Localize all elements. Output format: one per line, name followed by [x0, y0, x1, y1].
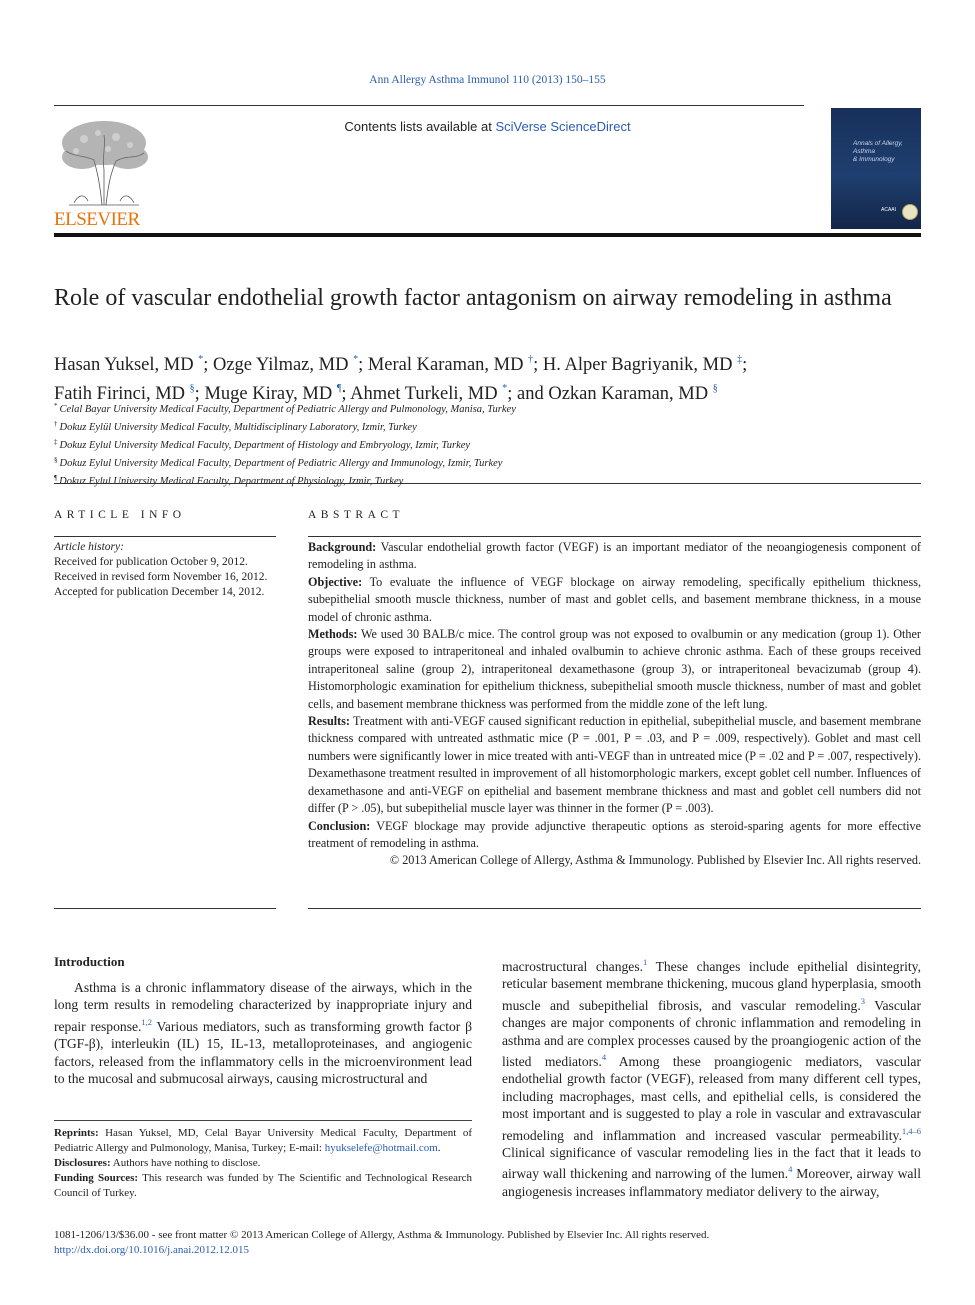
journal-citation[interactable]: Ann Allergy Asthma Immunol 110 (2013) 150–155: [369, 74, 606, 86]
abstract-methods: Methods: We used 30 BALB/c mice. The control group was not exposed to ovalbumin or any medication (group 1). Other groups were exposed to intraperitoneal and inhaled ovalbumin to achieve chronic asthma. Each of these groups received intraperitoneal saline (group 2), intraperitoneal dexamethasone (group 3), or intraperitoneal bevacizumab (group 4). Histomorphologic examination for epithelium thickness, subepithelial smooth muscle thickness, number of mast and goblet cells, and basement membrane thickness was performed from the middle zone of the left lung.: [308, 627, 921, 711]
received-date: Received for publication October 9, 2012.: [54, 556, 248, 568]
cover-seal-icon: [902, 204, 918, 220]
author[interactable]: Meral Karaman, MD †: [367, 354, 534, 375]
sciencedirect-link[interactable]: SciVerse ScienceDirect: [495, 119, 631, 134]
article-info-rule: [54, 536, 276, 537]
abstract-heading: ABSTRACT: [308, 509, 405, 521]
citation-link[interactable]: 4: [601, 1052, 607, 1063]
masthead-rule: [54, 233, 921, 237]
abstract-background: Background: Vascular endothelial growth factor (VEGF) is an important mediator of the neoangiogenesis component of remodeling in asthma.: [308, 540, 921, 572]
article-info-rule-bottom: [54, 908, 276, 909]
article-info-heading: ARTICLE INFO: [54, 509, 186, 521]
affiliations: [54, 399, 914, 489]
citation-link[interactable]: 4: [788, 1164, 793, 1175]
author[interactable]: Hasan Yuksel, MD *: [54, 354, 204, 375]
abstract-results: Results: Treatment with anti-VEGF caused significant reduction in epithelial, subepithelial muscle, and basement membrane thickness compared with untreated asthmatic mice (P = .001, P = .03, and P = .009, respectively). Goblet and mast cell numbers were significantly lower in mice treated with anti-VEGF than in untreated mice (P = .02 and P = .007, respectively). Dexamethasone treatment resulted in improvement of all histomorphologic markers, except goblet cell number. Influences of dexamethasone and anti-VEGF on epithelial and basement membrane thickness and mast and goblet cell numbers did not differ (P > .05), but subepithelial muscle layer was thinner in the former (P = .003).: [308, 714, 921, 816]
author-list: Hasan Yuksel, MD *; Ozge Yilmaz, MD *; Meral Karaman, MD †; H. Alper Bagriyanik, MD ‡; Fatih Firinci, MD §; Muge Kiray, MD ¶; Ahmet Turkeli, MD *; and Ozkan Karaman, MD §: [54, 354, 748, 404]
abstract-rule: [308, 536, 921, 537]
author[interactable]: Muge Kiray, MD ¶: [204, 383, 342, 404]
disclosures-note: Disclosures: Authors have nothing to disclose.: [54, 1157, 261, 1169]
affiliation: ¶ Dokuz Eylul University Medical Faculty, Department of Physiology, Izmir, Turkey: [54, 474, 404, 487]
funding-note: Funding Sources: This research was funded by The Scientific and Technological Research Council of Turkey.: [54, 1172, 473, 1199]
cover-title: Annals of Allergy, Asthma & Immunology: [853, 140, 903, 163]
author[interactable]: Fatih Firinci, MD §: [54, 383, 195, 404]
history-label: Article history:: [54, 541, 124, 553]
abstract-copyright: © 2013 American College of Allergy, Asthma & Immunology. Published by Elsevier Inc. All rights reserved.: [389, 853, 921, 868]
cover-badge: ACAAI: [881, 207, 897, 213]
elsevier-wordmark: ELSEVIER: [54, 209, 140, 230]
section-rule: [54, 483, 921, 484]
abstract-conclusion: Conclusion: VEGF blockage may provide adjunctive therapeutic options as steroid-sparing agents for more effective treatment of remodeling in asthma.: [308, 818, 921, 850]
affiliation: † Dokuz Eylül University Medical Faculty, Multidisciplinary Laboratory, Izmir, Turkey: [54, 420, 417, 433]
citation-link[interactable]: 3: [860, 995, 865, 1006]
body-column-left: [54, 979, 472, 1087]
affiliation: § Dokuz Eylul University Medical Faculty, Department of Pediatric Allergy and Immunology, Izmir, Turkey: [54, 456, 503, 469]
intro-paragraph-continued: macrostructural changes.$^1$ These changes include epithelial disintegrity, reticular basement membrane thickening, mucous gland hyperplasia, smooth muscle and subepithelial fibrosis, and vascular remodeling.$^3$ Vascular changes are major components of chronic inflammation and remodeling in asthma and are complex processes caused by the proangiogenic action of the listed mediators.$^4$ Among these proangiogenic mediators, vascular endothelial growth factor (VEGF), released from many different cell types, including macrophages, mast cells, and epithelial cells, is considered the most important and is suggested to play a role in vascular and extravascular remodeling and inflammation and increased vascular permeability.$^{1,4-6}$ Clinical significance of vascular remodeling lies in the fact that it leads to airway wall thickening and narrowing of the lumen.$^4$ Moreover, airway wall angiogenesis increases inflammatory mediator delivery to the airway,: [502, 957, 921, 1199]
header-rule: [54, 105, 804, 106]
accepted-date: Accepted for publication December 14, 2012.: [54, 586, 265, 598]
author[interactable]: Ozge Yilmaz, MD *: [212, 354, 359, 375]
intro-paragraph: Asthma is a chronic inflammatory disease of the airways, which in the long term results in remodeling characterized by inappropriate injury and repair response.$^{1,2}$ Various mediators, such as transforming growth factor β (TGF-β), interleukin (IL) 15, IL-13, metalloproteinases, and angiogenic factors, released from the inflammatory cells in the microenvironment lead to the mucosal and submucosal airways, causing microstructural and: [54, 980, 472, 1087]
article-title: Role of vascular endothelial growth factor antagonism on airway remodeling in asthma: [54, 285, 892, 311]
revised-date: Received in revised form November 16, 2012.: [54, 571, 268, 583]
page-footer: [54, 1228, 914, 1258]
reprints-note: Reprints: Hasan Yuksel, MD, Celal Bayar University Medical Faculty, Department of Pediatric Allergy and Pulmonology, Manisa, Turkey; E-mail: hyukselefe@hotmail.com.: [54, 1127, 472, 1154]
abstract-objective: Objective: To evaluate the influence of VEGF blockage on airway remodeling, specifically epithelium thickness, subepithelial smooth muscle thickness, number of mast and goblet cells, and basement membrane thickness, in a mouse model of chronic asthma.: [308, 574, 921, 624]
citation-link[interactable]: 1,4–6: [901, 1125, 921, 1136]
doi-link[interactable]: http://dx.doi.org/10.1016/j.anai.2012.12.015: [54, 1244, 250, 1256]
affiliation: ‡ Dokuz Eylul University Medical Faculty, Department of Histology and Embryology, Izmir, Turkey: [54, 438, 471, 451]
abstract-rule-bottom: [308, 908, 921, 909]
article-history: [54, 540, 276, 600]
abstract-body: [308, 539, 921, 870]
footnotes: [54, 1126, 472, 1201]
email-link[interactable]: hyukselefe@hotmail.com: [324, 1142, 438, 1154]
contents-prefix: Contents lists available at: [344, 119, 496, 134]
journal-cover-image[interactable]: [831, 108, 921, 229]
citation-link[interactable]: 1: [643, 957, 648, 967]
affiliation: * Celal Bayar University Medical Faculty, Department of Pediatric Allergy and Pulmonology, Manisa, Turkey: [54, 402, 516, 415]
author[interactable]: H. Alper Bagriyanik, MD ‡: [542, 354, 743, 375]
author[interactable]: Ozkan Karaman, MD §: [548, 383, 718, 404]
introduction-heading: Introduction: [54, 954, 125, 969]
citation-link[interactable]: 1,2: [141, 1016, 153, 1027]
author[interactable]: Ahmet Turkeli, MD *: [350, 383, 508, 404]
body-column-right: [502, 954, 921, 1200]
issn-line: 1081-1206/13/$36.00 - see front matter © 2013 American College of Allergy, Asthma & Immunology. Published by Elsevier Inc. All rights reserved.: [54, 1229, 710, 1241]
footnote-rule: [54, 1120, 472, 1121]
